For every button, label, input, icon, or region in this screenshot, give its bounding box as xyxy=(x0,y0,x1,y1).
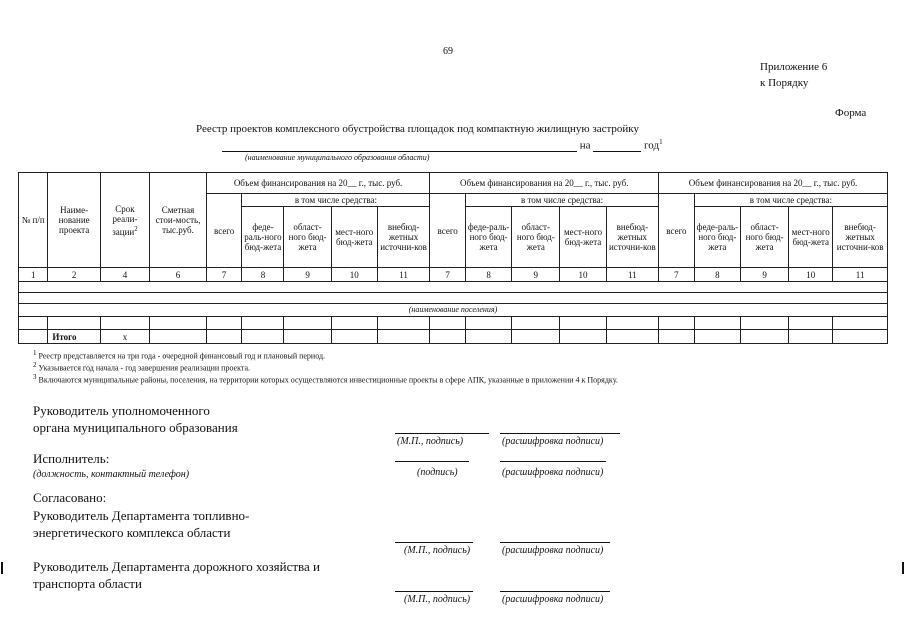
fuel-dept-title-2: энергетического комплекса области xyxy=(33,525,231,540)
header-total: всего xyxy=(206,194,242,268)
column-number: 10 xyxy=(331,268,377,282)
title-year-word: год xyxy=(644,139,660,152)
title-municipality-line xyxy=(222,138,663,152)
page-number: 69 xyxy=(443,46,453,57)
data-row xyxy=(19,317,888,330)
header-total: всего xyxy=(430,194,466,268)
caption-mp-sign: (М.П., подпись) xyxy=(397,436,464,447)
caption-decode: (расшифровка подписи) xyxy=(502,467,604,478)
signature-line xyxy=(395,461,469,462)
header-including-funds: в том числе средства: xyxy=(466,194,659,207)
appendix-reference: к Порядку xyxy=(760,77,809,89)
header-term: Срок реали-зации$^2$ xyxy=(100,173,149,268)
total-row xyxy=(19,330,888,344)
header-regional: област-ного бюд-жета xyxy=(284,207,331,268)
agreed-label: Согласовано: xyxy=(33,490,107,505)
header-extrabudget: внебюд-жетных источни-ков xyxy=(833,207,888,268)
registry-table xyxy=(18,172,888,344)
header-financing-year-1: Объем финансирования на 20__ г., тыс. руб. xyxy=(206,173,430,194)
header-local: мест-ного бюд-жета xyxy=(560,207,606,268)
header-local: мест-ного бюд-жета xyxy=(331,207,377,268)
caption-sign: (подпись) xyxy=(417,467,458,478)
footnote-1: $^1$ Реестр представляется на три года - очередной финансовый год и плановый период. xyxy=(33,349,326,361)
total-term: х xyxy=(100,330,149,344)
signature-line xyxy=(395,433,489,434)
executor-label: Исполнитель: xyxy=(33,451,110,466)
column-number: 4 xyxy=(100,268,149,282)
header-federal: феде-раль-ного бюд-жета xyxy=(466,207,512,268)
column-number: 11 xyxy=(606,268,658,282)
header-including-funds: в том числе средства: xyxy=(242,194,430,207)
signature-line xyxy=(395,591,473,592)
header-extrabudget: внебюд-жетных источни-ков xyxy=(606,207,658,268)
road-dept-title-1: Руководитель Департамента дорожного хозяйства и xyxy=(33,559,320,574)
header-including-funds: в том числе средства: xyxy=(694,194,887,207)
column-number: 11 xyxy=(833,268,888,282)
header-project-name: Наиме-нование проекта xyxy=(48,173,100,268)
decode-line xyxy=(500,542,610,543)
caption-decode: (расшифровка подписи) xyxy=(502,436,604,447)
municipality-caption: (наименование муниципального образования области) xyxy=(245,153,430,162)
header-financing-year-2: Объем финансирования на 20__ г., тыс. руб. xyxy=(430,173,659,194)
header-cost: Сметная стои-мость, тыс.руб. xyxy=(150,173,207,268)
settlement-caption: (наименование поселения) xyxy=(19,304,888,317)
column-number: 9 xyxy=(740,268,788,282)
appendix-number: Приложение 6 xyxy=(760,61,828,73)
column-number: 9 xyxy=(512,268,560,282)
signature-line xyxy=(395,542,473,543)
caption-mp-sign: (М.П., подпись) xyxy=(404,594,471,605)
blank-row xyxy=(19,293,888,304)
form-label: Форма xyxy=(835,107,867,119)
column-number: 8 xyxy=(466,268,512,282)
road-dept-title-2: транспорта области xyxy=(33,576,142,591)
title-footnote-ref: 1 xyxy=(659,138,663,146)
executor-caption: (должность, контактный телефон) xyxy=(33,469,190,480)
municipality-blank xyxy=(222,140,577,152)
fuel-dept-title-1: Руководитель Департамента топливно- xyxy=(33,508,250,523)
header-federal: феде-раль-ного бюд-жета xyxy=(694,207,740,268)
column-number: 9 xyxy=(284,268,331,282)
year-blank xyxy=(593,140,641,152)
signer-head-title-1: Руководитель уполномоченного xyxy=(33,403,210,418)
header-federal: феде-раль-ного бюд-жета xyxy=(242,207,284,268)
column-number: 7 xyxy=(430,268,466,282)
caption-mp-sign: (М.П., подпись) xyxy=(404,545,471,556)
decode-line xyxy=(500,461,606,462)
header-total: всего xyxy=(659,194,695,268)
column-number: 2 xyxy=(48,268,100,282)
document-title: Реестр проектов комплексного обустройства площадок под компактную жилищную застройку xyxy=(196,123,639,135)
column-number: 11 xyxy=(377,268,429,282)
column-number: 8 xyxy=(694,268,740,282)
column-number: 1 xyxy=(19,268,48,282)
decode-line xyxy=(500,433,620,434)
settlement-row xyxy=(19,304,888,317)
caption-decode: (расшифровка подписи) xyxy=(502,545,604,556)
column-number: 10 xyxy=(789,268,833,282)
blank-row xyxy=(19,282,888,293)
header-financing-year-3: Объем финансирования на 20__ г., тыс. руб. xyxy=(659,173,888,194)
header-regional: област-ного бюд-жета xyxy=(740,207,788,268)
scan-edge-mark-right xyxy=(902,562,904,574)
column-number-row xyxy=(19,268,888,282)
header-extrabudget: внебюд-жетных источни-ков xyxy=(377,207,429,268)
total-label: Итого xyxy=(48,330,100,344)
column-number: 8 xyxy=(242,268,284,282)
blank-cell xyxy=(19,293,888,304)
title-on-word: на xyxy=(579,139,591,152)
scan-edge-mark-left xyxy=(1,562,3,574)
column-number: 7 xyxy=(206,268,242,282)
caption-decode: (расшифровка подписи) xyxy=(502,594,604,605)
footnote-2: $^2$ Указывается год начала - год завершения реализации проекта. xyxy=(33,361,251,373)
column-number: 6 xyxy=(150,268,207,282)
signer-head-title-2: органа муниципального образования xyxy=(33,420,238,435)
column-number: 10 xyxy=(560,268,606,282)
blank-cell xyxy=(19,282,888,293)
column-number: 7 xyxy=(659,268,695,282)
footnote-3: $^3$ Включаются муниципальные районы, поселения, на территории которых осуществляются инвестиционные проекты в сфере АПК, указанные в приложении 4 к Порядку. xyxy=(33,373,618,385)
header-local: мест-ного бюд-жета xyxy=(789,207,833,268)
header-regional: област-ного бюд-жета xyxy=(512,207,560,268)
decode-line xyxy=(500,591,610,592)
header-number: № п/п xyxy=(19,173,48,268)
